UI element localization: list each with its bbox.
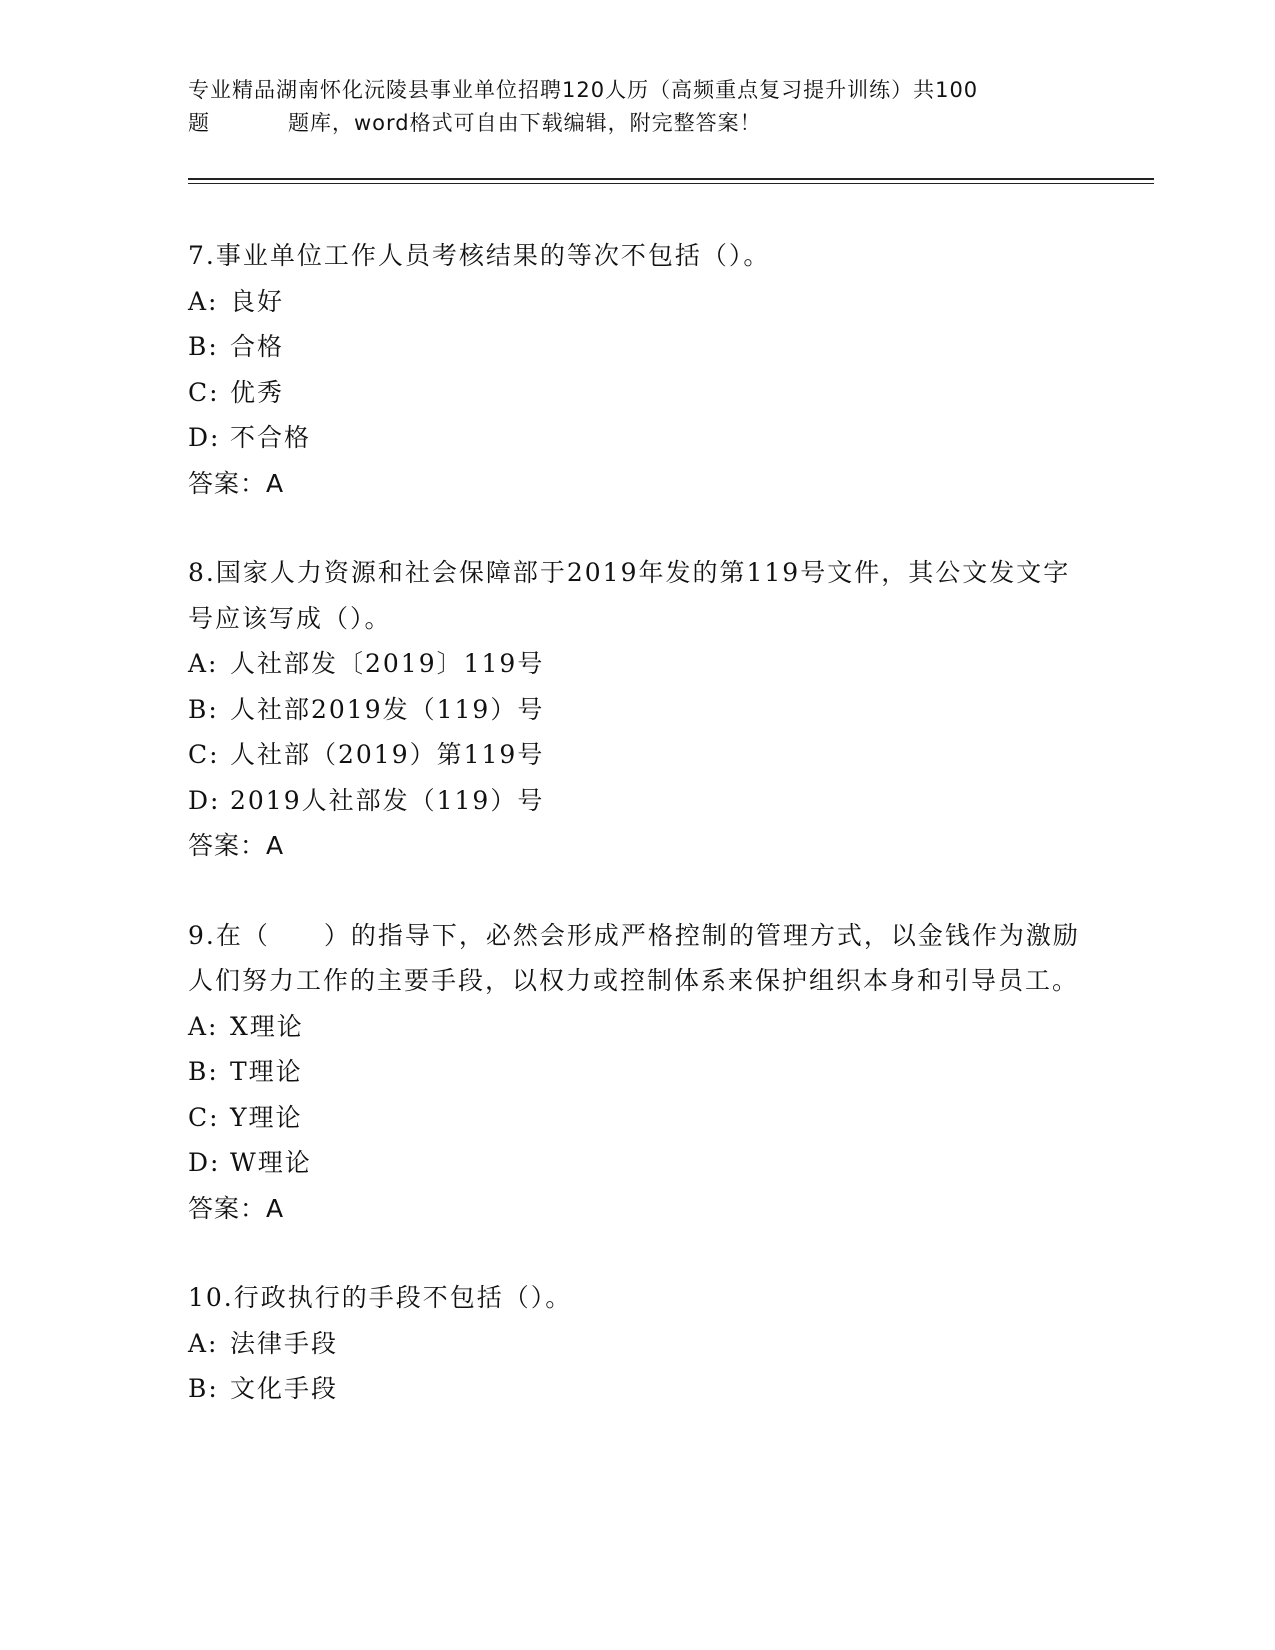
option-text: 人社部（2019）第119号 [230, 740, 545, 769]
option-b [188, 1049, 1088, 1095]
document-header [188, 74, 1088, 140]
header-line-2-rest: 题库，word格式可自由下载编辑，附完整答案！ [288, 111, 762, 135]
option-text: 文化手段 [230, 1374, 339, 1403]
option-label: B: [188, 1374, 219, 1403]
option-label: B: [188, 332, 219, 361]
option-label: D: [188, 785, 221, 815]
option-d [188, 778, 1088, 824]
header-divider-thin [188, 183, 1154, 184]
option-c [188, 370, 1088, 416]
option-label: D: [188, 1148, 221, 1177]
option-text: 法律手段 [230, 1328, 339, 1358]
answer-line: 答案：A [188, 1193, 285, 1223]
question-10 [188, 1275, 1088, 1412]
option-label: C: [188, 377, 220, 407]
option-a [188, 1004, 1088, 1050]
option-label: A: [188, 1011, 219, 1041]
question-7 [188, 233, 1088, 506]
option-text: 优秀 [230, 377, 285, 407]
header-divider-thick [188, 178, 1154, 180]
question-text: 7.事业单位工作人员考核结果的等次不包括（）。 [188, 241, 771, 270]
option-text: 人社部发〔2019〕119号 [230, 649, 545, 678]
option-c [188, 1095, 1088, 1141]
option-b [188, 687, 1088, 733]
answer-line: 答案：A [188, 468, 285, 498]
option-text: W理论 [230, 1148, 312, 1177]
option-text: T理论 [230, 1057, 303, 1086]
question-8 [188, 550, 1088, 869]
option-text: X理论 [230, 1011, 304, 1041]
answer-line: 答案：A [188, 831, 285, 860]
option-label: D: [188, 423, 221, 452]
option-label: C: [188, 1102, 220, 1132]
option-label: C: [188, 740, 220, 769]
option-label: A: [188, 1328, 219, 1358]
option-text: Y理论 [230, 1102, 303, 1132]
header-line-1: 专业精品湖南怀化沅陵县事业单位招聘120人历（高频重点复习提升训练）共100 [188, 78, 979, 102]
header-line-2-lead: 题 [188, 111, 210, 135]
header-line-2 [188, 107, 1088, 140]
option-label: B: [188, 694, 219, 724]
option-d [188, 415, 1088, 461]
option-a [188, 279, 1088, 325]
option-c [188, 732, 1088, 778]
option-text: 不合格 [230, 423, 312, 452]
option-text: 合格 [230, 332, 285, 361]
option-b [188, 1366, 1088, 1412]
option-text: 2019人社部发（119）号 [230, 785, 545, 815]
question-list [188, 233, 1088, 1456]
question-text: 10.行政执行的手段不包括（）。 [188, 1283, 573, 1312]
option-b [188, 324, 1088, 370]
option-text: 人社部2019发（119）号 [230, 694, 545, 724]
option-label: B: [188, 1057, 219, 1086]
option-d [188, 1140, 1088, 1186]
option-text: 良好 [230, 286, 285, 316]
option-a [188, 1321, 1088, 1367]
question-text: 9.在（ ）的指导下，必然会形成严格控制的管理方式，以金钱作为激励人们努力工作的主要手段，以权力或控制体系来保护组织本身和引导员工。 [188, 920, 1080, 995]
option-label: A: [188, 286, 219, 316]
question-text: 8.国家人力资源和社会保障部于2019年发的第119号文件，其公文发文字号应该写成（）。 [188, 558, 1071, 633]
option-a [188, 641, 1088, 687]
option-label: A: [188, 649, 219, 678]
question-9 [188, 913, 1088, 1232]
